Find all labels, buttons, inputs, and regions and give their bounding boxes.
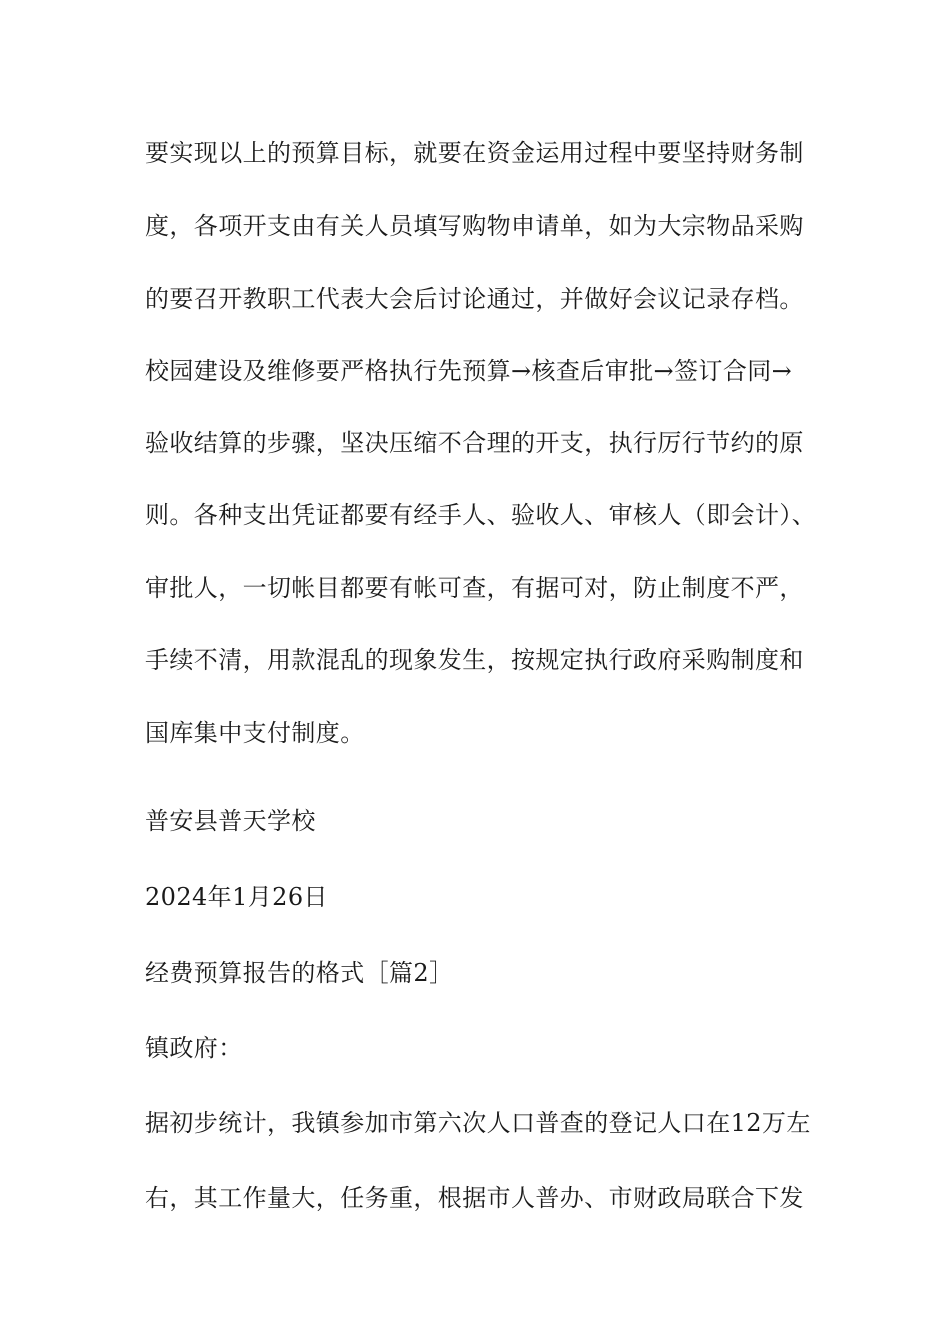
signature-date: 2024年1月26日	[145, 883, 328, 911]
signature-organization: 普安县普天学校	[145, 807, 316, 835]
paragraph-line: 据初步统计，我镇参加市第六次人口普查的登记人口在12万左	[145, 1109, 811, 1137]
paragraph-line: 度，各项开支由有关人员填写购物申请单，如为大宗物品采购	[145, 212, 804, 240]
addressee: 镇政府：	[145, 1034, 243, 1062]
paragraph-line: 的要召开教职工代表大会后讨论通过，并做好会议记录存档。	[145, 285, 804, 313]
paragraph-line: 验收结算的步骤，坚决压缩不合理的开支，执行厉行节约的原	[145, 429, 804, 457]
paragraph-line: 则。各种支出凭证都要有经手人、验收人、审核人（即会计）、	[145, 501, 817, 529]
paragraph-line: 国库集中支付制度。	[145, 719, 365, 747]
paragraph-line: 审批人，一切帐目都要有帐可查，有据可对，防止制度不严，	[145, 574, 804, 602]
paragraph-line: 校园建设及维修要严格执行先预算→核查后审批→签订合同→	[145, 357, 793, 385]
section-title: 经费预算报告的格式［篇2］	[145, 959, 454, 987]
paragraph-line: 手续不清，用款混乱的现象发生，按规定执行政府采购制度和	[145, 646, 804, 674]
paragraph-line: 右，其工作量大，任务重，根据市人普办、市财政局联合下发	[145, 1184, 804, 1212]
paragraph-line: 要实现以上的预算目标，就要在资金运用过程中要坚持财务制	[145, 139, 804, 167]
